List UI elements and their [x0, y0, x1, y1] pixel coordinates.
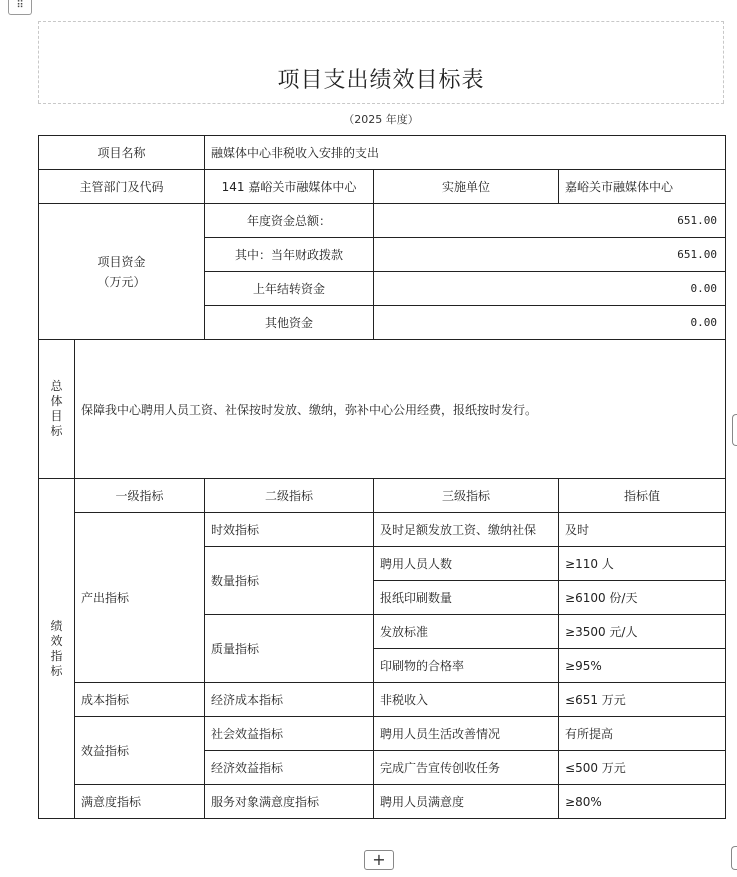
indicator-value[interactable]: ≤500 万元: [559, 751, 726, 785]
dept-value[interactable]: 141 嘉峪关市融媒体中心: [205, 170, 374, 204]
table-row: [39, 683, 726, 717]
header-level3: 三级指标: [374, 479, 559, 513]
page-title: 项目支出绩效目标表: [277, 68, 485, 93]
level2-cell: 服务对象满意度指标: [205, 785, 374, 819]
level3-cell[interactable]: 及时足额发放工资、缴纳社保: [374, 513, 559, 547]
funds-row-label: 其中：当年财政拨款: [205, 238, 374, 272]
header-level1: 一级指标: [75, 479, 205, 513]
funds-row-value[interactable]: 0.00: [374, 306, 726, 340]
table-row: [39, 479, 726, 513]
table-row: [39, 170, 726, 204]
level2-cell: 质量指标: [205, 615, 374, 683]
funds-row-value[interactable]: 651.00: [374, 204, 726, 238]
table-row: [39, 340, 726, 479]
funds-row-label: 上年结转资金: [205, 272, 374, 306]
level2-cell: 时效指标: [205, 513, 374, 547]
level2-cell: 社会效益指标: [205, 717, 374, 751]
indicator-value[interactable]: ≥6100 份/天: [559, 581, 726, 615]
level2-cell: 数量指标: [205, 547, 374, 615]
add-row-button[interactable]: [364, 850, 394, 870]
overall-goal-label: 总体目标: [39, 340, 75, 479]
level1-cell: 产出指标: [75, 513, 205, 683]
impl-unit-value[interactable]: 嘉峪关市融媒体中心: [559, 170, 726, 204]
indicator-value[interactable]: ≥3500 元/人: [559, 615, 726, 649]
level3-cell[interactable]: 发放标准: [374, 615, 559, 649]
level3-cell[interactable]: 聘用人员满意度: [374, 785, 559, 819]
funds-row-value[interactable]: 0.00: [374, 272, 726, 306]
overall-goal-text[interactable]: 保障我中心聘用人员工资、社保按时发放、缴纳，弥补中心公用经费，报纸按时发行。: [75, 340, 726, 479]
indicator-value[interactable]: ≥80%: [559, 785, 726, 819]
right-edge-handle-bottom[interactable]: [731, 846, 737, 870]
table-row: [39, 785, 726, 819]
indicator-value[interactable]: 及时: [559, 513, 726, 547]
performance-table: [38, 135, 726, 819]
right-edge-handle[interactable]: [732, 414, 737, 446]
funds-row-label: 年度资金总额：: [205, 204, 374, 238]
indicators-label: 绩效指标: [39, 479, 75, 819]
funds-label: [39, 204, 205, 340]
funds-row-label: 其他资金: [205, 306, 374, 340]
level3-cell[interactable]: 完成广告宣传创收任务: [374, 751, 559, 785]
level3-cell[interactable]: 聘用人员生活改善情况: [374, 717, 559, 751]
header-level2: 二级指标: [205, 479, 374, 513]
level2-cell: 经济效益指标: [205, 751, 374, 785]
table-row: [39, 513, 726, 547]
funds-row-value[interactable]: 651.00: [374, 238, 726, 272]
dept-label: 主管部门及代码: [39, 170, 205, 204]
year-label: （2025 年度）: [38, 103, 724, 135]
indicator-value[interactable]: ≤651 万元: [559, 683, 726, 717]
header-value: 指标值: [559, 479, 726, 513]
funds-label-line1: 项目资金: [97, 254, 146, 269]
project-name-label: 项目名称: [39, 136, 205, 170]
level1-cell: 满意度指标: [75, 785, 205, 819]
level1-cell: 效益指标: [75, 717, 205, 785]
level3-cell[interactable]: 非税收入: [374, 683, 559, 717]
project-name-value[interactable]: 融媒体中心非税收入安排的支出: [205, 136, 726, 170]
table-row: [39, 717, 726, 751]
drag-handle-icon[interactable]: ⠿: [8, 0, 32, 15]
impl-unit-label: 实施单位: [374, 170, 559, 204]
level2-cell: 经济成本指标: [205, 683, 374, 717]
level3-cell[interactable]: 印刷物的合格率: [374, 649, 559, 683]
level3-cell[interactable]: 聘用人员人数: [374, 547, 559, 581]
table-row: [39, 204, 726, 238]
indicator-value[interactable]: ≥110 人: [559, 547, 726, 581]
table-row: [39, 136, 726, 170]
level1-cell: 成本指标: [75, 683, 205, 717]
funds-label-line2: （万元）: [97, 274, 146, 289]
level3-cell[interactable]: 报纸印刷数量: [374, 581, 559, 615]
plus-icon: +: [372, 850, 386, 869]
indicator-value[interactable]: ≥95%: [559, 649, 726, 683]
indicator-value[interactable]: 有所提高: [559, 717, 726, 751]
